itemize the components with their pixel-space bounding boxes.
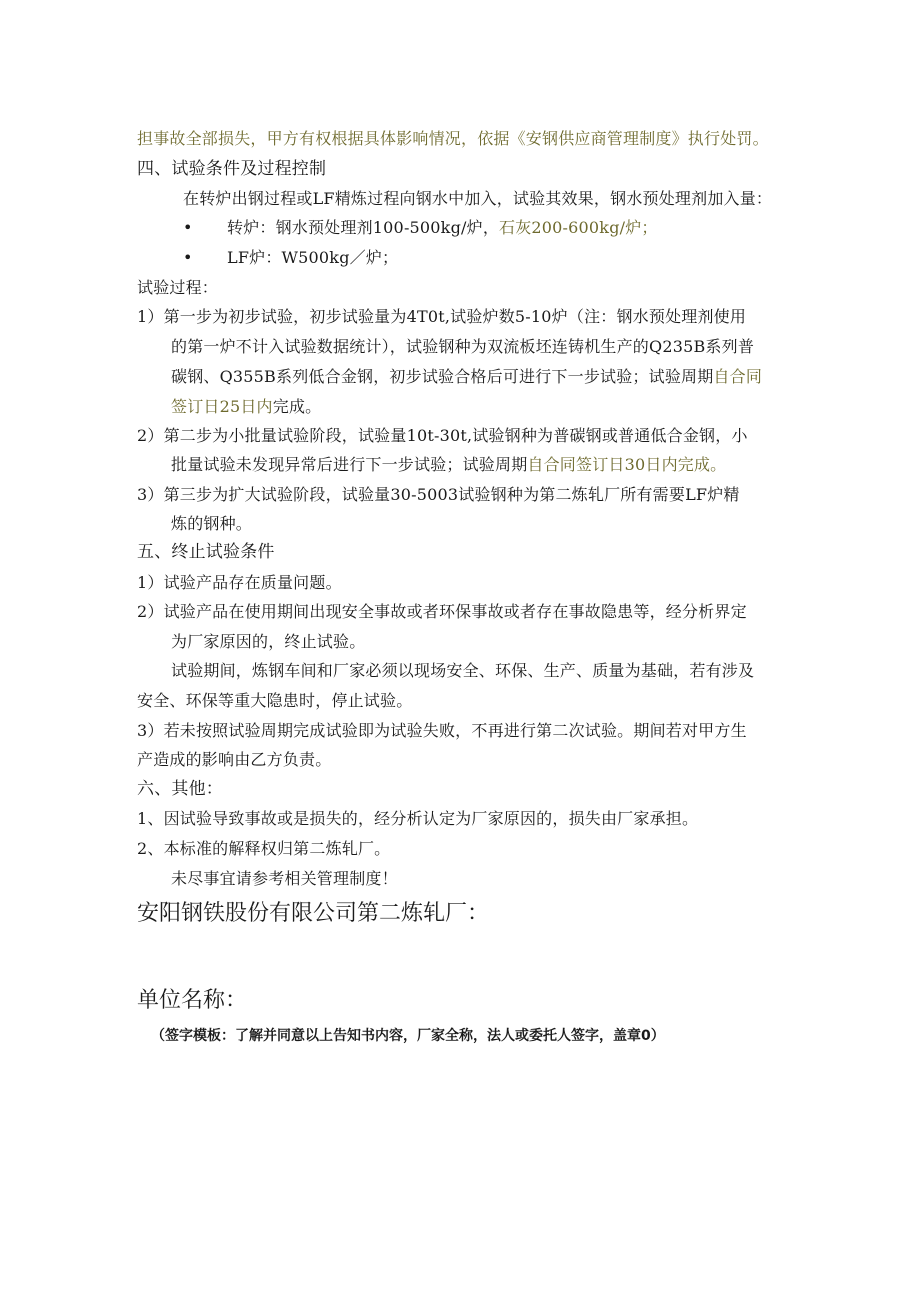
text-span: 碳钢、Q355B系列低合金钢，初步试验合格后可进行下一步试验；试验周期	[171, 367, 714, 386]
section-heading-5: 五、终止试验条件	[137, 542, 275, 562]
text-line: 炼的钢种。	[171, 514, 253, 533]
section-heading-4: 四、试验条件及过程控制	[137, 159, 327, 179]
text-line: 试验期间，炼钢车间和厂家必须以现场安全、环保、生产、质量为基础，若有涉及	[171, 661, 755, 680]
text-line: 担事故全部损失，甲方有权根据具体影响情况，依据《安钢供应商管理制度》执行处罚。	[137, 129, 769, 148]
company-name: 安阳钢铁股份有限公司第二炼轧厂：	[137, 901, 490, 926]
text-line: 试验过程：	[137, 278, 219, 297]
text-line: 1）试验产品存在质量问题。	[137, 573, 342, 592]
text-line: 1、因试验导致事故或是损失的，经分析认定为厂家原因的，损失由厂家承担。	[137, 809, 699, 828]
bullet-text: 转炉：钢水预处理剂100-500kg/炉，	[227, 218, 500, 237]
text-line: 产造成的影响由乙方负责。	[137, 750, 332, 769]
text-line: 3）若未按照试验周期完成试验即为试验失败，不再进行第二次试验。期间若对甲方生	[137, 721, 747, 740]
bullet-item	[183, 247, 398, 269]
text-line: 3）第三步为扩大试验阶段，试验量30-5003试验钢种为第二炼轧厂所有需要LF炉精	[137, 485, 740, 504]
unit-name-label: 单位名称：	[137, 988, 248, 1013]
bullet-icon: •	[183, 248, 193, 267]
section-heading-6: 六、其他：	[137, 779, 223, 799]
text-line: 为厂家原因的，终止试验。	[171, 632, 366, 651]
text-span: 批量试验未发现异常后进行下一步试验；试验周期	[171, 455, 528, 474]
bullet-text: LF炉：W500kg／炉；	[227, 248, 399, 267]
text-line: 在转炉出钢过程或LF精炼过程向钢水中加入，试验其效果，钢水预处理剂加入量：	[183, 189, 773, 208]
text-line: 1）第一步为初步试验，初步试验量为4T0t,试验炉数5-10炉（注：钢水预处理剂使用	[137, 307, 747, 326]
text-span-highlight: 自合同	[713, 367, 763, 386]
text-line	[171, 396, 321, 418]
text-line	[171, 454, 726, 476]
text-line: 的第一炉不计入试验数据统计），试验钢种为双流板坯连铸机生产的Q235B系列普	[171, 337, 755, 356]
text-span: 完成。	[272, 397, 322, 416]
text-line: 2）第二步为小批量试验阶段，试验量10t-30t,试验钢种为普碳钢或普通低合金钢，小	[137, 426, 748, 445]
bullet-item	[183, 217, 658, 239]
signature-note: （签字模板：了解并同意以上告知书内容，厂家全称，法人或委托人签字，盖章0）	[151, 1028, 665, 1044]
text-span-highlight: 自合同签订日30日内完成。	[527, 455, 727, 474]
text-line: 2、本标准的解释权归第二炼轧厂。	[137, 839, 391, 858]
text-line	[171, 366, 762, 388]
text-span-highlight: 签订日25日内	[171, 397, 273, 416]
text-line: 未尽事宜请参考相关管理制度！	[171, 869, 398, 888]
text-line: 安全、环保等重大隐患时，停止试验。	[137, 691, 413, 710]
text-line: 2）试验产品在使用期间出现安全事故或者环保事故或者存在事故隐患等，经分析界定	[137, 602, 747, 621]
bullet-icon: •	[183, 218, 193, 237]
bullet-text-highlight: 石灰200-600kg/炉；	[499, 218, 658, 237]
